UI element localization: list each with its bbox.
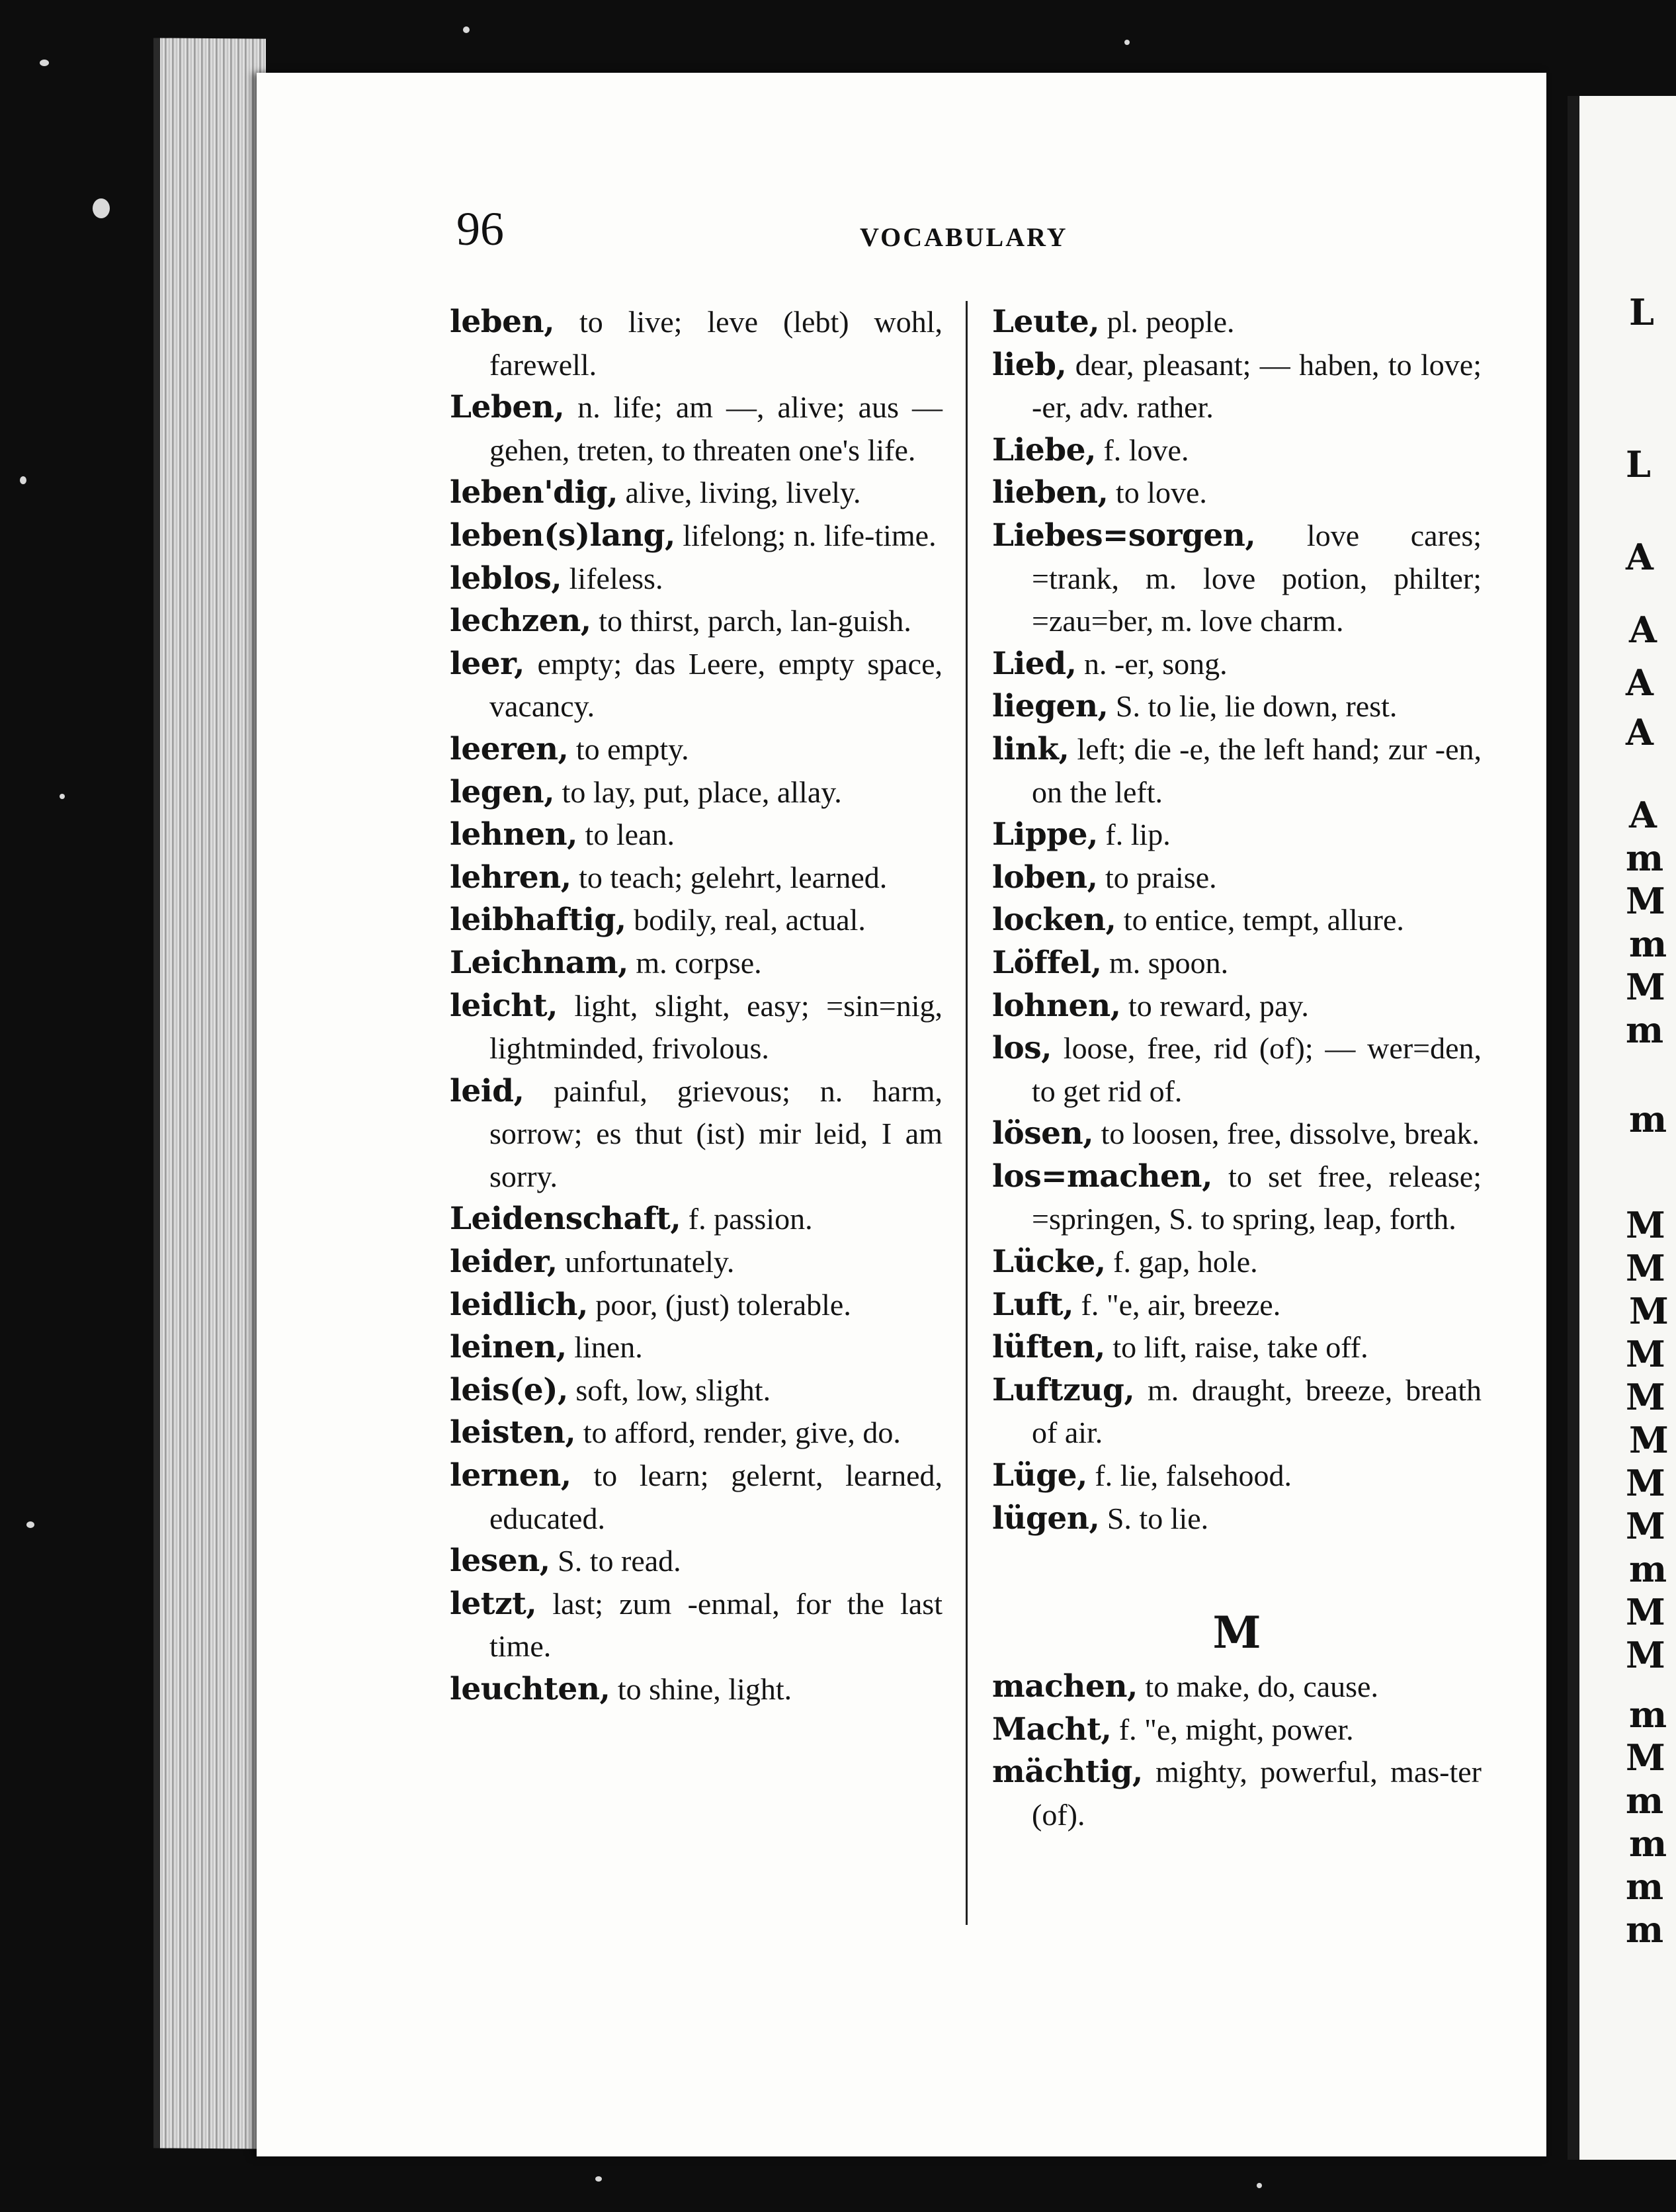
facing-page-fragment: m bbox=[1629, 1693, 1667, 1736]
facing-page-fragment: M bbox=[1626, 1505, 1665, 1547]
dictionary-entry bbox=[992, 1027, 1482, 1113]
headword: loben, bbox=[992, 859, 1098, 896]
dictionary-entry bbox=[992, 301, 1482, 344]
headword: leisten, bbox=[450, 1414, 576, 1451]
definition: poor, (just) tolerable. bbox=[587, 1287, 851, 1322]
headword: Lücke, bbox=[992, 1244, 1106, 1281]
dictionary-entry bbox=[992, 685, 1482, 728]
headword: leicht, bbox=[450, 987, 558, 1024]
headword: Leute, bbox=[992, 304, 1100, 340]
facing-page-fragment: m bbox=[1626, 1865, 1664, 1908]
definition: n. -er, song. bbox=[1076, 646, 1228, 681]
definition: to shine, light. bbox=[610, 1672, 792, 1706]
dictionary-entry bbox=[992, 472, 1482, 515]
headword: lesen, bbox=[450, 1543, 550, 1580]
definition: to lift, raise, take off. bbox=[1105, 1330, 1368, 1365]
definition: left; die -e, the left hand; zur -en, on the left. bbox=[1032, 732, 1482, 809]
dust-speck bbox=[20, 476, 26, 484]
facing-page-fragment: M bbox=[1626, 1247, 1665, 1289]
dictionary-entry bbox=[450, 771, 943, 814]
definition: loose, free, rid (of); — wer=den, to get rid of. bbox=[1032, 1031, 1482, 1108]
facing-page-fragment: M bbox=[1626, 1591, 1665, 1633]
headword: leben(s)lang, bbox=[450, 517, 675, 554]
dictionary-entry bbox=[450, 1583, 943, 1668]
dictionary-entry bbox=[450, 814, 943, 857]
definition: f. passion. bbox=[681, 1202, 813, 1236]
dictionary-entry bbox=[450, 301, 943, 386]
dictionary-entry bbox=[992, 814, 1482, 857]
dictionary-entry bbox=[992, 344, 1482, 429]
dictionary-entry bbox=[992, 1709, 1482, 1752]
facing-page-fragment: A bbox=[1629, 609, 1657, 651]
dictionary-entry bbox=[450, 386, 943, 472]
headword: Liebes=sorgen, bbox=[992, 517, 1256, 554]
definition: painful, grievous; n. harm, sorrow; es thut (ist) mir leid, I am sorry. bbox=[489, 1074, 943, 1193]
facing-page-fragment: A bbox=[1626, 711, 1654, 753]
definition: f. love. bbox=[1095, 433, 1189, 467]
headword: leis(e), bbox=[450, 1371, 568, 1408]
headword: lehnen, bbox=[450, 816, 578, 853]
headword: Lied, bbox=[992, 645, 1077, 682]
headword: lohnen, bbox=[992, 987, 1121, 1024]
definition: S. to lie, lie down, rest. bbox=[1108, 689, 1398, 724]
dictionary-entry bbox=[992, 899, 1482, 942]
definition: f. lip. bbox=[1097, 818, 1171, 852]
definition: unfortunately. bbox=[557, 1245, 735, 1279]
page-number: 96 bbox=[456, 202, 504, 255]
dictionary-entry bbox=[992, 1498, 1482, 1541]
definition: to entice, tempt, allure. bbox=[1116, 903, 1404, 937]
column-rule bbox=[966, 301, 968, 1925]
dictionary-entry bbox=[450, 515, 943, 558]
dictionary-entry bbox=[450, 942, 943, 985]
facing-page-fragment: m bbox=[1626, 1908, 1664, 1951]
dictionary-entry bbox=[992, 942, 1482, 985]
dictionary-entry bbox=[992, 1369, 1482, 1455]
headword: lehren, bbox=[450, 859, 571, 896]
facing-page-fragment: M bbox=[1626, 1634, 1665, 1676]
definition: to love. bbox=[1108, 476, 1207, 510]
headword: leinen, bbox=[450, 1329, 567, 1366]
definition: S. to read. bbox=[550, 1544, 681, 1578]
dictionary-entry bbox=[992, 1284, 1482, 1327]
dust-speck bbox=[595, 2176, 602, 2182]
facing-page-fragment: A bbox=[1626, 661, 1654, 704]
definition: to thirst, parch, lan-guish. bbox=[591, 604, 911, 638]
dictionary-entry bbox=[992, 429, 1482, 472]
dictionary-entry bbox=[450, 728, 943, 771]
definition: soft, low, slight. bbox=[567, 1373, 771, 1407]
headword: liegen, bbox=[992, 688, 1109, 725]
definition: to lean. bbox=[577, 818, 675, 852]
headword: Leben, bbox=[450, 389, 565, 426]
facing-page-fragment: A bbox=[1626, 536, 1654, 578]
definition: to loosen, free, dissolve, break. bbox=[1093, 1117, 1480, 1151]
dictionary-entry bbox=[992, 1666, 1482, 1709]
dictionary-entry bbox=[992, 1326, 1482, 1369]
dictionary-entry bbox=[992, 985, 1482, 1028]
headword: mächtig, bbox=[992, 1754, 1143, 1791]
headword: lieb, bbox=[992, 346, 1067, 383]
dust-speck bbox=[463, 26, 470, 33]
dictionary-entry bbox=[450, 1198, 943, 1241]
definition: f. gap, hole. bbox=[1105, 1245, 1258, 1279]
dictionary-entry bbox=[450, 1668, 943, 1711]
dictionary-entry bbox=[450, 1455, 943, 1540]
facing-page-fragment: M bbox=[1629, 1419, 1669, 1461]
definition: m. draught, breeze, breath of air. bbox=[1032, 1373, 1482, 1450]
facing-page-fragment: M bbox=[1629, 1290, 1669, 1332]
dictionary-entry bbox=[450, 600, 943, 643]
headword: lüften, bbox=[992, 1329, 1105, 1366]
headword: leben, bbox=[450, 304, 555, 340]
headword: leid, bbox=[450, 1072, 524, 1109]
headword: los, bbox=[992, 1030, 1052, 1067]
section-gap bbox=[992, 1540, 1482, 1599]
headword: lieben, bbox=[992, 474, 1109, 511]
dust-speck bbox=[1257, 2183, 1262, 2188]
headword: Macht, bbox=[992, 1711, 1112, 1748]
definition: to praise. bbox=[1097, 860, 1217, 894]
headword: Lüge, bbox=[992, 1457, 1087, 1494]
headword: leuchten, bbox=[450, 1671, 610, 1707]
dictionary-entry bbox=[992, 728, 1482, 814]
headword: leidlich, bbox=[450, 1286, 588, 1323]
headword: Liebe, bbox=[992, 431, 1096, 468]
facing-page-fragment: m bbox=[1626, 1779, 1664, 1822]
facing-page-fragment: m bbox=[1629, 1548, 1667, 1590]
facing-page-fragment: m bbox=[1626, 1009, 1664, 1051]
definition: to empty. bbox=[568, 732, 689, 766]
definition: light, slight, easy; =sin=nig, lightminded, frivolous. bbox=[489, 988, 943, 1066]
running-head: VOCABULARY bbox=[860, 222, 1068, 252]
facing-page-fragment: M bbox=[1626, 1204, 1665, 1246]
dictionary-entry bbox=[450, 1412, 943, 1455]
headword: machen, bbox=[992, 1668, 1138, 1705]
headword: leblos, bbox=[450, 560, 562, 597]
dictionary-entry bbox=[450, 643, 943, 728]
dictionary-entry bbox=[450, 1070, 943, 1199]
definition: pl. people. bbox=[1099, 305, 1235, 339]
headword: leer, bbox=[450, 645, 524, 682]
definition: to reward, pay. bbox=[1120, 988, 1309, 1023]
dictionary-entry bbox=[450, 985, 943, 1070]
definition: to live; leve (lebt) wohl, farewell. bbox=[489, 305, 943, 382]
headword: Luftzug, bbox=[992, 1371, 1135, 1408]
section-letter: M bbox=[1212, 1607, 1261, 1659]
definition: m. spoon. bbox=[1101, 945, 1229, 980]
right-column bbox=[992, 301, 1482, 1837]
dust-speck bbox=[26, 1521, 34, 1528]
dictionary-entry bbox=[450, 857, 943, 900]
definition: to lay, put, place, allay. bbox=[554, 775, 842, 809]
definition: empty; das Leere, empty space, vacancy. bbox=[489, 646, 943, 724]
definition: last; zum -enmal, for the last time. bbox=[489, 1586, 943, 1664]
definition: to afford, render, give, do. bbox=[575, 1416, 901, 1450]
dictionary-entry bbox=[450, 1369, 943, 1412]
definition: to learn; gelernt, learned, educated. bbox=[489, 1459, 943, 1535]
definition: alive, living, lively. bbox=[618, 476, 861, 510]
dictionary-entry bbox=[450, 1326, 943, 1369]
dictionary-entry bbox=[450, 1540, 943, 1583]
facing-page-edge bbox=[1568, 96, 1676, 2160]
dictionary-entry bbox=[450, 558, 943, 601]
headword: los=machen, bbox=[992, 1158, 1212, 1195]
facing-page-fragment: m bbox=[1629, 923, 1667, 965]
headword: leider, bbox=[450, 1244, 558, 1281]
facing-page-fragment: M bbox=[1626, 880, 1665, 922]
headword: link, bbox=[992, 730, 1069, 767]
dictionary-entry bbox=[450, 899, 943, 942]
definition: lifeless. bbox=[562, 561, 663, 595]
definition: n. life; am —, alive; aus — gehen, treten, to threaten one's life. bbox=[489, 390, 943, 467]
facing-page-fragment: M bbox=[1626, 1462, 1665, 1504]
headword: Luft, bbox=[992, 1286, 1074, 1323]
dictionary-entry bbox=[992, 1113, 1482, 1156]
headword: leibhaftig, bbox=[450, 902, 626, 939]
definition: f. "e, air, breeze. bbox=[1073, 1287, 1281, 1322]
definition: dear, pleasant; — haben, to love; -er, adv. rather. bbox=[1032, 347, 1482, 425]
dictionary-entry bbox=[992, 1156, 1482, 1241]
book-page-edges bbox=[153, 38, 266, 2148]
facing-page-fragment: A bbox=[1629, 794, 1657, 836]
dust-speck bbox=[40, 60, 49, 66]
headword: leben'dig, bbox=[450, 474, 618, 511]
definition: love cares; =trank, m. love potion, philter; =zau=ber, m. love charm. bbox=[1032, 518, 1482, 638]
headword: Löffel, bbox=[992, 944, 1102, 981]
definition: lifelong; n. life-time. bbox=[675, 518, 937, 552]
dictionary-entry bbox=[450, 472, 943, 515]
facing-page-fragment: L bbox=[1629, 291, 1654, 333]
definition: S. to lie. bbox=[1099, 1501, 1209, 1535]
dictionary-entry bbox=[992, 515, 1482, 643]
facing-page-fragment: M bbox=[1626, 966, 1665, 1008]
definition: f. "e, might, power. bbox=[1111, 1712, 1354, 1746]
headword: leeren, bbox=[450, 730, 569, 767]
dictionary-entry bbox=[450, 1284, 943, 1327]
definition: to set free, release; =springen, S. to spring, leap, forth. bbox=[1032, 1159, 1482, 1236]
facing-page-fragment: L bbox=[1626, 443, 1651, 486]
facing-page-fragment: m bbox=[1629, 1098, 1667, 1140]
headword: Leichnam, bbox=[450, 944, 628, 981]
dictionary-entry bbox=[992, 643, 1482, 686]
facing-page-fragment: m bbox=[1626, 837, 1664, 879]
definition: to teach; gelehrt, learned. bbox=[571, 860, 888, 894]
dictionary-entry bbox=[992, 1751, 1482, 1836]
facing-page-fragment: M bbox=[1626, 1333, 1665, 1375]
dictionary-entry bbox=[992, 857, 1482, 900]
headword: letzt, bbox=[450, 1585, 537, 1622]
definition: bodily, real, actual. bbox=[626, 903, 866, 937]
definition: linen. bbox=[566, 1330, 643, 1365]
headword: locken, bbox=[992, 902, 1116, 939]
dust-speck bbox=[93, 198, 110, 218]
dust-speck bbox=[60, 794, 65, 799]
facing-page-fragment: M bbox=[1626, 1736, 1665, 1779]
headword: legen, bbox=[450, 773, 555, 810]
headword: lösen, bbox=[992, 1115, 1094, 1152]
definition: to make, do, cause. bbox=[1137, 1670, 1378, 1704]
headword: lernen, bbox=[450, 1457, 571, 1494]
headword: Leidenschaft, bbox=[450, 1201, 681, 1238]
definition: mighty, powerful, mas-ter (of). bbox=[1032, 1755, 1482, 1832]
headword: Lippe, bbox=[992, 816, 1098, 853]
dictionary-entry bbox=[992, 1241, 1482, 1284]
dictionary-entry bbox=[992, 1455, 1482, 1498]
left-column bbox=[450, 301, 943, 1711]
headword: lügen, bbox=[992, 1500, 1100, 1537]
dust-speck bbox=[1124, 40, 1130, 45]
definition: f. lie, falsehood. bbox=[1087, 1459, 1292, 1493]
definition: m. corpse. bbox=[628, 945, 762, 980]
dictionary-entry bbox=[450, 1241, 943, 1284]
facing-page-fragment: M bbox=[1626, 1376, 1665, 1418]
headword: lechzen, bbox=[450, 603, 591, 640]
facing-page-fragment: m bbox=[1629, 1822, 1667, 1865]
